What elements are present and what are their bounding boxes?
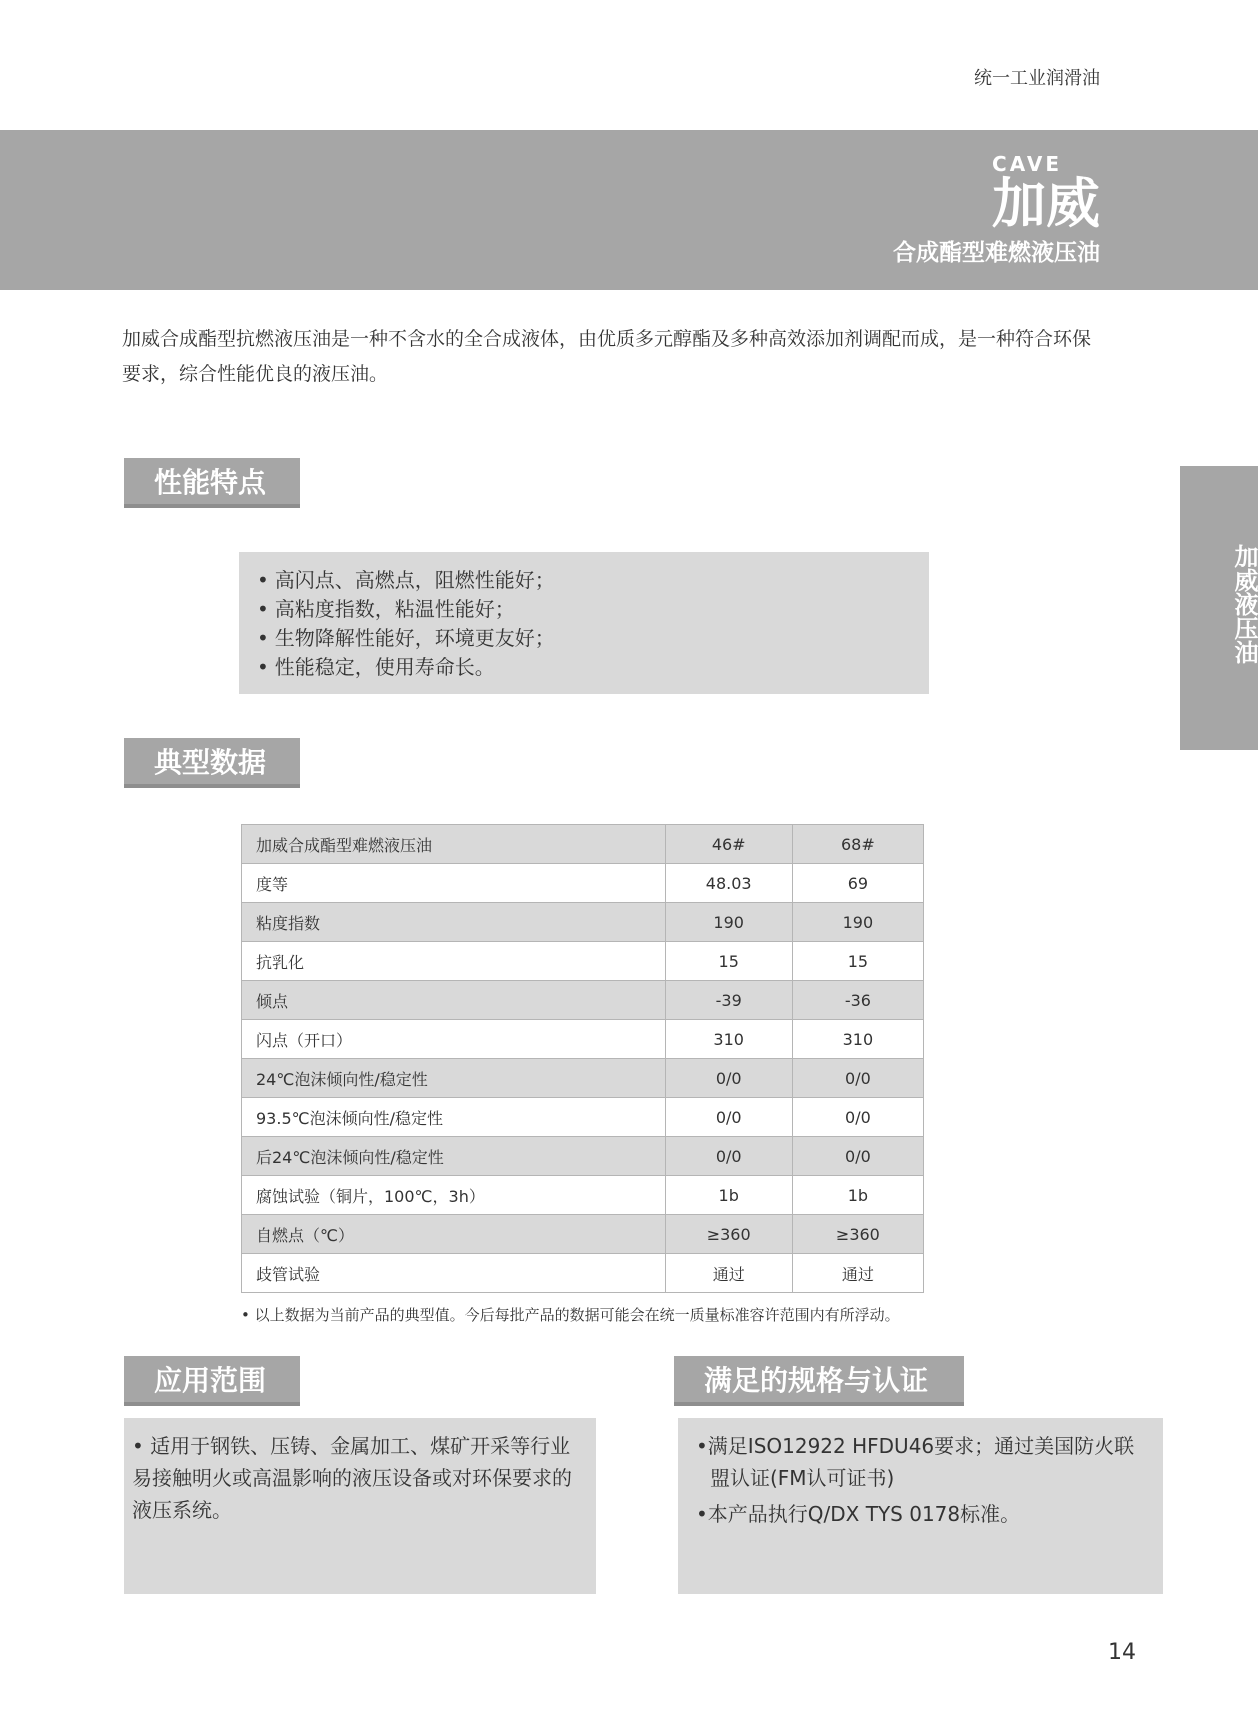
table-row	[242, 1020, 924, 1059]
table-cell: 粘度指数	[242, 903, 666, 942]
brand-chinese: 加威	[992, 172, 1100, 235]
feature-item: • 性能稳定，使用寿命长。	[257, 655, 495, 679]
table-header-cell: 68#	[792, 825, 923, 864]
table-cell: 24℃泡沫倾向性/稳定性	[242, 1059, 666, 1098]
table-cell: 0/0	[792, 1137, 923, 1176]
bullet-icon: •	[257, 655, 269, 679]
table-footnote: • 以上数据为当前产品的典型值。今后每批产品的数据可能会在统一质量标准容许范围内有所浮动。	[241, 1306, 900, 1324]
table-cell: 自燃点（℃）	[242, 1215, 666, 1254]
product-title: 合成酯型难燃液压油	[893, 240, 1100, 266]
application-box	[124, 1418, 596, 1594]
table-cell: 93.5℃泡沫倾向性/稳定性	[242, 1098, 666, 1137]
table-cell: ≥360	[665, 1215, 792, 1254]
table-cell: 0/0	[792, 1098, 923, 1137]
bullet-icon: •	[257, 626, 269, 650]
table-row	[242, 864, 924, 903]
table-cell: 190	[792, 903, 923, 942]
typical-data-table	[241, 824, 924, 1293]
table-cell: 190	[665, 903, 792, 942]
certification-heading: 满足的规格与认证	[674, 1356, 964, 1406]
table-cell: -39	[665, 981, 792, 1020]
feature-item: • 生物降解性能好，环境更友好；	[257, 626, 555, 650]
certification-item: •满足ISO12922 HFDU46要求；通过美国防火联盟认证(FM认可证书)	[696, 1434, 1135, 1490]
table-cell: -36	[792, 981, 923, 1020]
table-row	[242, 903, 924, 942]
table-cell: 15	[665, 942, 792, 981]
table-cell: 度等	[242, 864, 666, 903]
table-cell: 1b	[665, 1176, 792, 1215]
table-cell: ≥360	[792, 1215, 923, 1254]
table-row	[242, 1137, 924, 1176]
table-cell: 腐蚀试验（铜片，100℃，3h）	[242, 1176, 666, 1215]
page-number: 14	[1108, 1640, 1136, 1665]
table-row	[242, 1176, 924, 1215]
features-box	[239, 552, 929, 694]
table-cell: 310	[665, 1020, 792, 1059]
table-cell: 闪点（开口）	[242, 1020, 666, 1059]
typical-data-heading: 典型数据	[124, 738, 300, 788]
side-tab	[1180, 466, 1258, 750]
table-cell: 歧管试验	[242, 1254, 666, 1293]
table-row	[242, 1254, 924, 1293]
application-text: • 适用于钢铁、压铸、金属加工、煤矿开采等行业易接触明火或高温影响的液压设备或对环保要求的液压系统。	[132, 1434, 572, 1522]
table-row	[242, 1215, 924, 1254]
table-header-cell: 加威合成酯型难燃液压油	[242, 825, 666, 864]
brand-english: CAVE	[992, 152, 1062, 176]
certification-box	[678, 1418, 1163, 1594]
certification-item: •本产品执行Q/DX TYS 0178标准。	[696, 1502, 1021, 1526]
table-header-row	[242, 825, 924, 864]
table-cell: 69	[792, 864, 923, 903]
table-cell: 0/0	[665, 1137, 792, 1176]
table-header-cell: 46#	[665, 825, 792, 864]
table-cell: 0/0	[665, 1059, 792, 1098]
bullet-icon: •	[257, 568, 269, 592]
table-cell: 通过	[792, 1254, 923, 1293]
table-cell: 15	[792, 942, 923, 981]
table-cell: 0/0	[665, 1098, 792, 1137]
table-cell: 后24℃泡沫倾向性/稳定性	[242, 1137, 666, 1176]
feature-item: • 高闪点、高燃点，阻燃性能好；	[257, 568, 555, 592]
table-row	[242, 1059, 924, 1098]
intro-paragraph: 加威合成酯型抗燃液压油是一种不含水的全合成液体，由优质多元醇酯及多种高效添加剂调配而成，是一种符合环保要求，综合性能优良的液压油。	[122, 328, 1092, 385]
table-cell: 48.03	[665, 864, 792, 903]
features-heading: 性能特点	[124, 458, 300, 508]
application-heading: 应用范围	[124, 1356, 300, 1406]
feature-item: • 高粘度指数，粘温性能好；	[257, 597, 515, 621]
table-cell: 倾点	[242, 981, 666, 1020]
table-row	[242, 1098, 924, 1137]
table-row	[242, 942, 924, 981]
table-cell: 1b	[792, 1176, 923, 1215]
table-cell: 0/0	[792, 1059, 923, 1098]
table-cell: 310	[792, 1020, 923, 1059]
bullet-icon: •	[257, 597, 269, 621]
table-cell: 抗乳化	[242, 942, 666, 981]
table-row	[242, 981, 924, 1020]
table-cell: 通过	[665, 1254, 792, 1293]
side-tab-label: 加威液压油	[1230, 544, 1258, 664]
company-name: 统一工业润滑油	[974, 68, 1100, 89]
